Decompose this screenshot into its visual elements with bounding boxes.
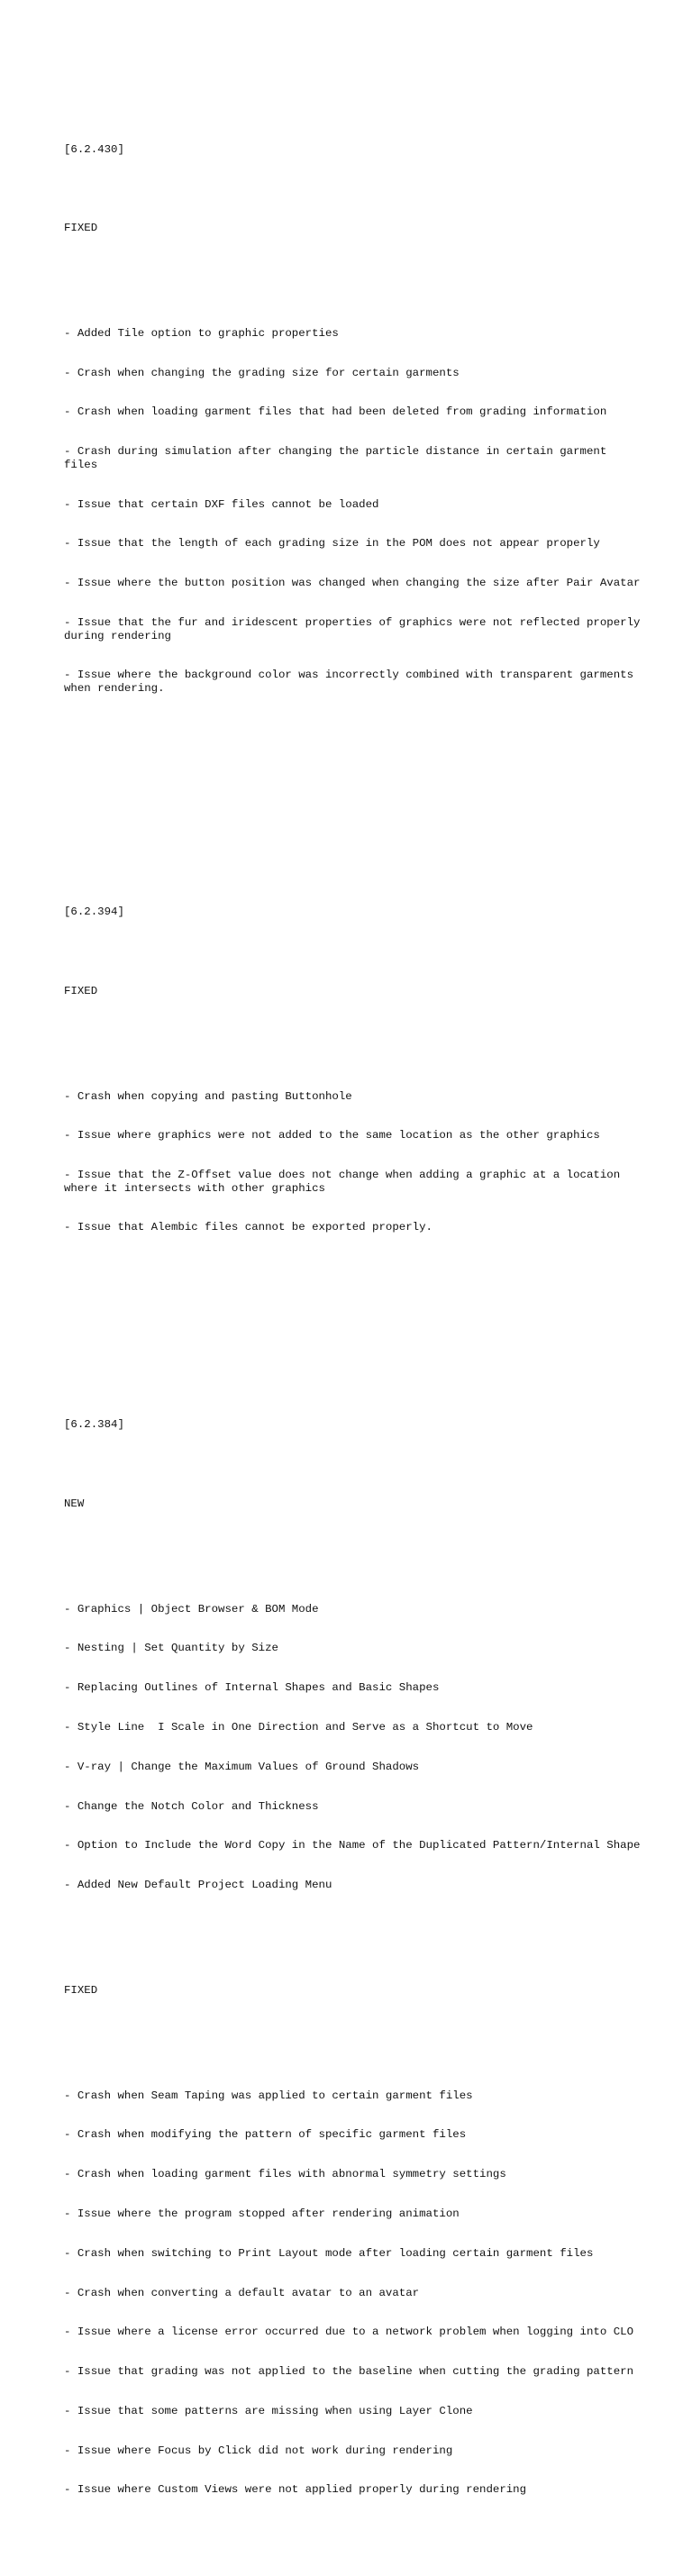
list-item: - Added New Default Project Loading Menu — [64, 1879, 332, 1892]
list-item: - Graphics | Object Browser & BOM Mode — [64, 1602, 319, 1616]
list-item: - Issue that the fur and iridescent properties of graphics were not reflected properly during rendering — [64, 615, 647, 642]
version-heading: [6.2.394] — [64, 906, 124, 919]
list-item: - Issue that Alembic files cannot be exported properly. — [64, 1221, 432, 1234]
list-item: - Change the Notch Color and Thickness — [64, 1799, 319, 1813]
group-heading-new: NEW — [64, 1497, 85, 1510]
list-item: - Nesting | Set Quantity by Size — [64, 1642, 278, 1655]
release-section-6-2-430 — [64, 116, 647, 748]
list-item: - Crash when changing the grading size for certain garments — [64, 366, 460, 379]
list-item: - Issue that the length of each grading size in the POM does not appear properly — [64, 537, 600, 551]
fixed-list — [64, 301, 647, 722]
group-heading-fixed: FIXED — [64, 222, 98, 235]
release-section-6-2-394 — [64, 879, 641, 1287]
list-item: - Issue where the background color was incorrectly combined with transparent garments when rendering. — [64, 669, 641, 695]
list-item: - Crash when Seam Taping was applied to certain garment files — [64, 2089, 473, 2102]
list-item: - Style Line I Scale in One Direction and Serve as a Shortcut to Move — [64, 1721, 533, 1734]
list-item: - Issue where the button position was changed when changing the size after Pair Avatar — [64, 577, 641, 590]
list-item: - Crash when converting a default avatar to an avatar — [64, 2286, 420, 2299]
list-item: - Issue where the program stopped after rendering animation — [64, 2207, 460, 2220]
list-item: - Issue that the Z-Offset value does not change when adding a graphic at a location where it intersects with other graphics — [64, 1169, 627, 1195]
fixed-list — [64, 2062, 641, 2523]
list-item: - Issue where a license error occurred due to a network problem when logging into CLO — [64, 2326, 634, 2339]
list-item: - Crash when switching to Print Layout mode after loading certain garment files — [64, 2246, 594, 2260]
list-item: - Issue that some patterns are missing when using Layer Clone — [64, 2404, 473, 2417]
release-section-6-2-384 — [64, 1392, 641, 2549]
list-item: - Added Tile option to graphic properties — [64, 326, 339, 340]
list-item: - V-ray | Change the Maximum Values of Ground Shadows — [64, 1760, 420, 1773]
version-heading: [6.2.430] — [64, 142, 124, 156]
list-item: - Issue that certain DXF files cannot be loaded — [64, 497, 379, 511]
list-item: - Issue where graphics were not added to the same location as the other graphics — [64, 1129, 600, 1142]
list-item: - Replacing Outlines of Internal Shapes and Basic Shapes — [64, 1681, 440, 1695]
list-item: - Issue where Focus by Click did not work during rendering — [64, 2444, 453, 2457]
list-item: - Issue where Custom Views were not applied properly during rendering — [64, 2483, 527, 2497]
list-item: - Crash when modifying the pattern of specific garment files — [64, 2128, 467, 2142]
list-item: - Issue that grading was not applied to the baseline when cutting the grading pattern — [64, 2365, 634, 2379]
list-item: - Crash when loading garment files with abnormal symmetry settings — [64, 2168, 506, 2181]
group-heading-fixed: FIXED — [64, 1983, 98, 1997]
release-notes-document — [64, 64, 647, 2576]
group-heading-fixed: FIXED — [64, 984, 98, 997]
list-item: - Crash when loading garment files that had been deleted from grading information — [64, 405, 607, 419]
list-item: - Crash during simulation after changing the particle distance in certain garment files — [64, 445, 614, 471]
version-heading: [6.2.384] — [64, 1418, 124, 1432]
fixed-list — [64, 1063, 641, 1261]
list-item: - Crash when copying and pasting Buttonhole — [64, 1089, 352, 1103]
list-item: - Option to Include the Word Copy in the Name of the Duplicated Pattern/Internal Shape — [64, 1839, 641, 1852]
new-list — [64, 1577, 641, 1918]
